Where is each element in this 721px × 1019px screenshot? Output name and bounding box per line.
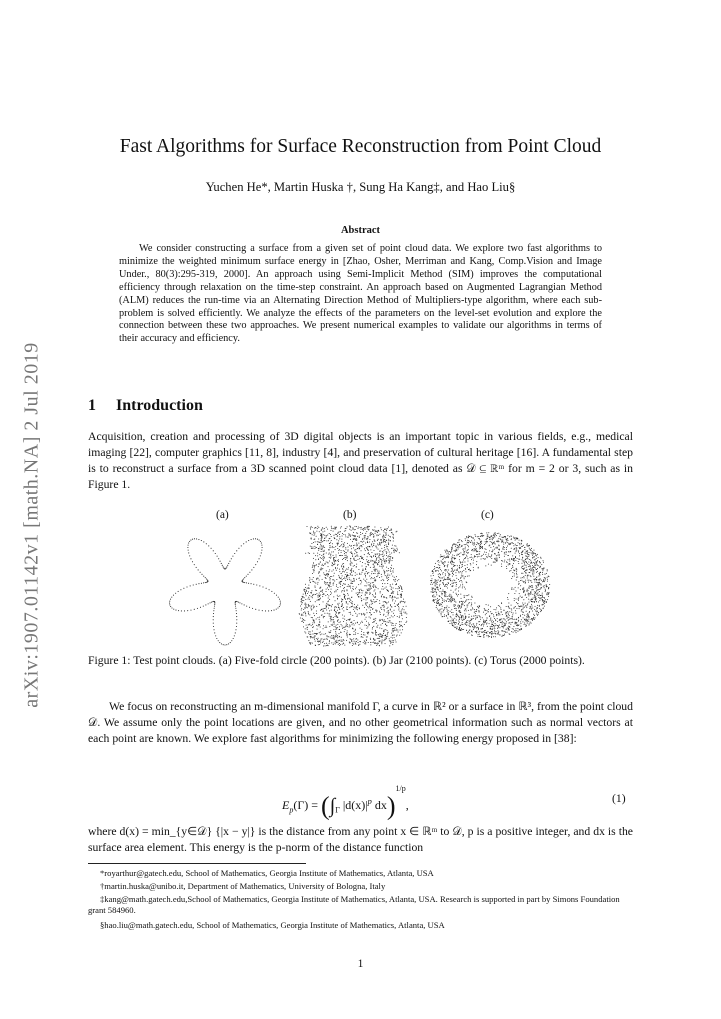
footnote-rule (88, 863, 306, 864)
figure-caption: Figure 1: Test point clouds. (a) Five-fold circle (200 points). (b) Jar (2100 points). (c) Torus (2000 points). (88, 654, 585, 667)
eq-power: p (367, 797, 372, 806)
focus-paragraph: We focus on reconstructing an m-dimensional manifold Γ, a curve in ℝ² or a surface in ℝ³, from the point cloud 𝒟. We assume only the point locations are given, and no other geometrical information such as normal vectors at each point are known. We explore fast algorithms for minimizing the following energy proposed in [38]: (88, 700, 633, 745)
footnote-2: †martin.huska@unibo.it, Department of Mathematics, University of Bologna, Italy (100, 881, 386, 891)
after-equation-text: where d(x) = min_{y∈𝒟} {|x − y|} is the distance from any point x ∈ ℝᵐ to 𝒟, p is a positive integer, and dx is the surface area element. This energy is the p-norm of the distance function (88, 825, 633, 854)
figure-label-c: (c) (481, 509, 494, 521)
eq-dx: dx (374, 798, 387, 812)
eq-outer-exp: 1/p (395, 784, 406, 793)
paper-title: Fast Algorithms for Surface Reconstruction from Point Cloud (119, 136, 602, 157)
footnote-3: ‡kang@math.gatech.edu,School of Mathematics, Georgia Institute of Mathematics, Atlanta, USA. Research is supported in part by Simons Foundation grant 584960. (88, 894, 620, 915)
equation-number: (1) (612, 792, 626, 805)
figure-label-b: (b) (343, 509, 357, 521)
eq-trail: , (405, 798, 409, 812)
eq-close-paren: ) (386, 791, 396, 821)
footnote-4: §hao.liu@math.gatech.edu, School of Mathematics, Georgia Institute of Mathematics, Atlanta, USA (100, 920, 445, 930)
abstract-text: We consider constructing a surface from a given set of point cloud data. We explore two fast algorithms to minimize the weighted minimum surface energy in [Zhao, Osher, Merriman and Kang, Comp.Vision and Image Under., 80(3):295-319, 2000]. An approach using Semi-Implicit Method (SIM) improves the computational efficiency through relaxation on the time-step constraint. An approach based on Augmented Lagrangian Method (ALM) reduces the run-time via an Alternating Direction Method of Multipliers-type algorithm, where each sub-problem is solved efficiently. We analyze the effects of the parameters on the level-set evolution and explore the connection between these two approaches. We present numerical examples to validate our algorithms in terms of their accuracy and efficiency. (119, 243, 602, 345)
page-number: 1 (357, 958, 364, 970)
intro-paragraph: Acquisition, creation and processing of 3D digital objects is an important topic in various fields, e.g., medical imaging [22], computer graphics [11, 8], industry [4], and preservation of cultural heritage [16]. A fundamental step is to reconstruct a surface from a 3D scanned point cloud data [1], denoted as 𝒟 ⊆ ℝᵐ for m = 2 or 3, such as in Figure 1. (88, 430, 633, 491)
arxiv-stamp-text: arXiv:1907.01142v1 [math.NA] 2 Jul 2019 (20, 342, 43, 708)
author-list: Yuchen He*, Martin Huska †, Sung Ha Kang‡, and Hao Liu§ (205, 180, 516, 194)
five-fold-circle-point-cloud (165, 525, 285, 647)
section-title: Introduction (116, 397, 203, 414)
section-number: 1 (88, 397, 96, 414)
eq-arg: (Γ) = (293, 798, 319, 812)
eq-open-paren: ( (321, 791, 330, 821)
figure-label-a: (a) (216, 509, 229, 521)
arxiv-stamp (5, 310, 59, 740)
footnote-1: *royarthur@gatech.edu, School of Mathematics, Georgia Institute of Mathematics, Atlanta, USA (100, 868, 434, 878)
jar-point-cloud (298, 525, 408, 647)
torus-point-cloud (428, 530, 553, 640)
abstract-heading: Abstract (340, 225, 381, 236)
eq-integral-sign: ∫ (329, 794, 336, 817)
eq-domain: Γ (335, 805, 340, 815)
equation-1 (282, 784, 409, 821)
eq-integrand: |d(x)| (342, 798, 368, 812)
eq-sub: p (289, 805, 294, 815)
eq-lhs: E (282, 798, 290, 812)
section-heading (88, 397, 203, 415)
